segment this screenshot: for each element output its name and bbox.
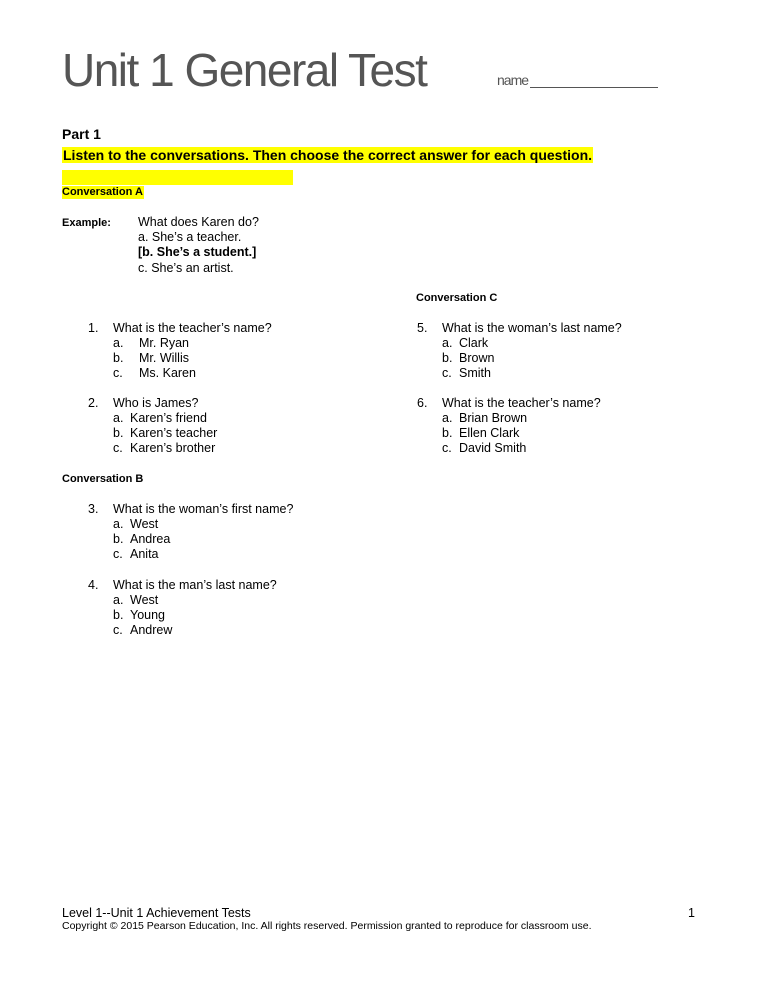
option-b[interactable]: b. Ellen Clark bbox=[442, 426, 520, 441]
instructions: Listen to the conversations. Then choose the correct answer for each question. bbox=[63, 147, 593, 163]
question-number: 4. bbox=[88, 578, 99, 592]
question-text: What is the woman’s first name? bbox=[113, 502, 294, 516]
option-a[interactable]: a. West bbox=[113, 593, 159, 607]
name-label: name bbox=[497, 72, 529, 88]
option-a[interactable]: a. Karen’s friend bbox=[113, 411, 207, 425]
question-text: What is the man’s last name? bbox=[113, 578, 277, 592]
page-title: Unit 1 General Test bbox=[62, 44, 427, 96]
part-heading: Part 1 bbox=[62, 126, 101, 142]
option-b[interactable]: b. Young bbox=[113, 608, 165, 623]
option-b[interactable]: b. Andrea bbox=[113, 532, 171, 547]
footer-copyright: Copyright © 2015 Pearson Education, Inc. All rights reserved. Permission granted to reproduce for classroom use. bbox=[62, 920, 592, 932]
name-blank-line[interactable] bbox=[530, 72, 658, 88]
example-block bbox=[138, 215, 259, 276]
option-a[interactable]: a. West bbox=[113, 517, 159, 531]
question-text: What is the teacher’s name? bbox=[442, 396, 601, 410]
option-a[interactable]: a. Mr. Ryan bbox=[113, 336, 190, 350]
option-b[interactable]: b. Karen’s teacher bbox=[113, 426, 218, 441]
question-text: What is the woman’s last name? bbox=[442, 321, 622, 335]
option-c[interactable]: c. Andrew bbox=[113, 623, 173, 638]
option-b[interactable]: b. Brown bbox=[442, 351, 495, 366]
question-number: 1. bbox=[88, 321, 99, 335]
option-c[interactable]: c. Ms. Karen bbox=[113, 366, 196, 381]
question-number: 3. bbox=[88, 502, 99, 516]
name-field[interactable] bbox=[497, 72, 658, 88]
option-c[interactable]: c. David Smith bbox=[442, 441, 527, 456]
option-a[interactable]: a. Clark bbox=[442, 336, 489, 350]
question-text: Who is James? bbox=[113, 396, 199, 410]
page-number: 1 bbox=[688, 906, 695, 920]
conversation-a-heading: Conversation A bbox=[62, 186, 143, 198]
question-number: 5. bbox=[417, 321, 428, 335]
option-b[interactable]: b. Mr. Willis bbox=[113, 351, 189, 366]
option-c[interactable]: c. Anita bbox=[113, 547, 159, 562]
option-a[interactable]: a. Brian Brown bbox=[442, 411, 528, 425]
example-question: What does Karen do? bbox=[138, 215, 259, 229]
highlight-bar bbox=[62, 170, 293, 185]
conversation-b-heading: Conversation B bbox=[62, 473, 144, 485]
option-c[interactable]: c. Karen’s brother bbox=[113, 441, 216, 456]
question-text: What is the teacher’s name? bbox=[113, 321, 272, 335]
example-label: Example: bbox=[62, 217, 111, 229]
conversation-c-heading: Conversation C bbox=[416, 292, 498, 304]
example-option-a: a. She’s a teacher. bbox=[138, 230, 242, 245]
example-option-c: c. She’s an artist. bbox=[138, 260, 234, 275]
question-number: 6. bbox=[417, 396, 428, 410]
option-c[interactable]: c. Smith bbox=[442, 366, 491, 381]
question-number: 2. bbox=[88, 396, 99, 410]
footer-title: Level 1--Unit 1 Achievement Tests bbox=[62, 906, 251, 920]
example-option-b-answer: [b. She’s a student.] bbox=[138, 245, 257, 260]
